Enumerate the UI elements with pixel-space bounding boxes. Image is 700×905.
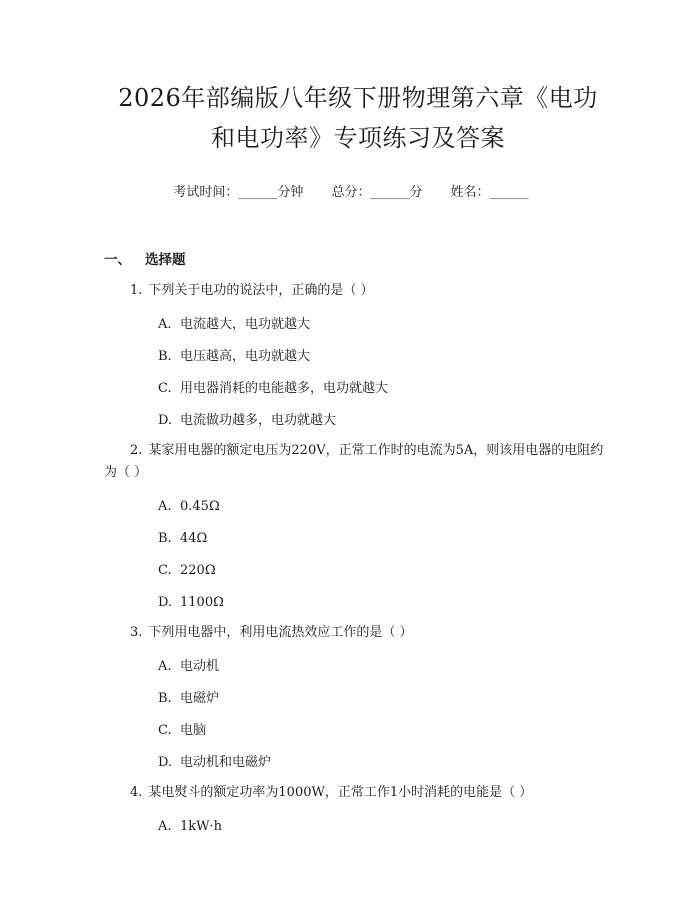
option-letter: D. xyxy=(158,413,173,428)
option-text: 电压越高，电功就越大 xyxy=(180,349,311,364)
option-text: 1kW·h xyxy=(180,819,223,834)
question-number: 2. xyxy=(130,443,143,458)
option-letter: B. xyxy=(158,691,172,706)
option-1c xyxy=(104,380,612,398)
option-text: 0.45Ω xyxy=(180,499,220,514)
option-3d xyxy=(104,754,612,772)
option-text: 电磁炉 xyxy=(180,691,220,706)
question-number: 4. xyxy=(130,785,143,800)
question-number: 1. xyxy=(130,283,143,298)
section-title: 选择题 xyxy=(145,252,186,268)
score-label: 总分：______分 xyxy=(331,185,423,200)
title-line-1: 2026年部编版八年级下册物理第六章《电功 xyxy=(118,84,598,112)
option-2b xyxy=(104,530,612,548)
option-text: 1100Ω xyxy=(180,595,224,610)
option-2a xyxy=(104,498,612,516)
option-letter: A. xyxy=(158,317,172,332)
option-text: 电脑 xyxy=(180,723,207,738)
exam-time-label: 考试时间：______分钟 xyxy=(173,185,304,200)
section-number: 一、 xyxy=(104,252,131,268)
question-text: 下列关于电功的说法中，正确的是（ ） xyxy=(148,283,374,298)
exam-info-line xyxy=(90,184,612,202)
section-heading xyxy=(104,250,612,270)
option-letter: A. xyxy=(158,819,172,834)
option-text: 电流越大，电功就越大 xyxy=(180,317,311,332)
option-text: 电流做功越多，电功就越大 xyxy=(180,413,337,428)
option-1a xyxy=(104,316,612,334)
option-text: 电动机和电磁炉 xyxy=(180,755,272,770)
option-2c xyxy=(104,562,612,580)
option-text: 44Ω xyxy=(180,531,208,546)
option-1d xyxy=(104,412,612,430)
question-text: 某家用电器的额定电压为220V，正常工作时的电流为5A，则该用电器的电阻约为（ ） xyxy=(104,443,604,480)
question-2 xyxy=(104,440,612,484)
option-3a xyxy=(104,658,612,676)
question-1 xyxy=(104,280,612,302)
option-letter: A. xyxy=(158,659,172,674)
option-letter: B. xyxy=(158,349,172,364)
name-label: 姓名：______ xyxy=(450,185,529,200)
option-letter: D. xyxy=(158,755,173,770)
option-3c xyxy=(104,722,612,740)
option-letter: A. xyxy=(158,499,172,514)
option-3b xyxy=(104,690,612,708)
question-number: 3. xyxy=(130,625,143,640)
question-text: 下列用电器中，利用电流热效应工作的是（ ） xyxy=(148,625,413,640)
option-text: 用电器消耗的电能越多，电功就越大 xyxy=(180,381,389,396)
question-text: 某电熨斗的额定功率为1000W，正常工作1小时消耗的电能是（ ） xyxy=(148,785,533,800)
option-letter: C. xyxy=(158,723,172,738)
question-3 xyxy=(104,622,612,644)
option-2d xyxy=(104,594,612,612)
option-text: 电动机 xyxy=(180,659,220,674)
option-text: 220Ω xyxy=(180,563,216,578)
title-line-2: 和电功率》专项练习及答案 xyxy=(211,124,505,152)
question-4 xyxy=(104,782,612,804)
option-letter: C. xyxy=(158,563,172,578)
option-letter: B. xyxy=(158,531,172,546)
option-letter: C. xyxy=(158,381,172,396)
document-title xyxy=(90,78,626,158)
option-letter: D. xyxy=(158,595,173,610)
option-4a xyxy=(104,818,612,836)
option-1b xyxy=(104,348,612,366)
